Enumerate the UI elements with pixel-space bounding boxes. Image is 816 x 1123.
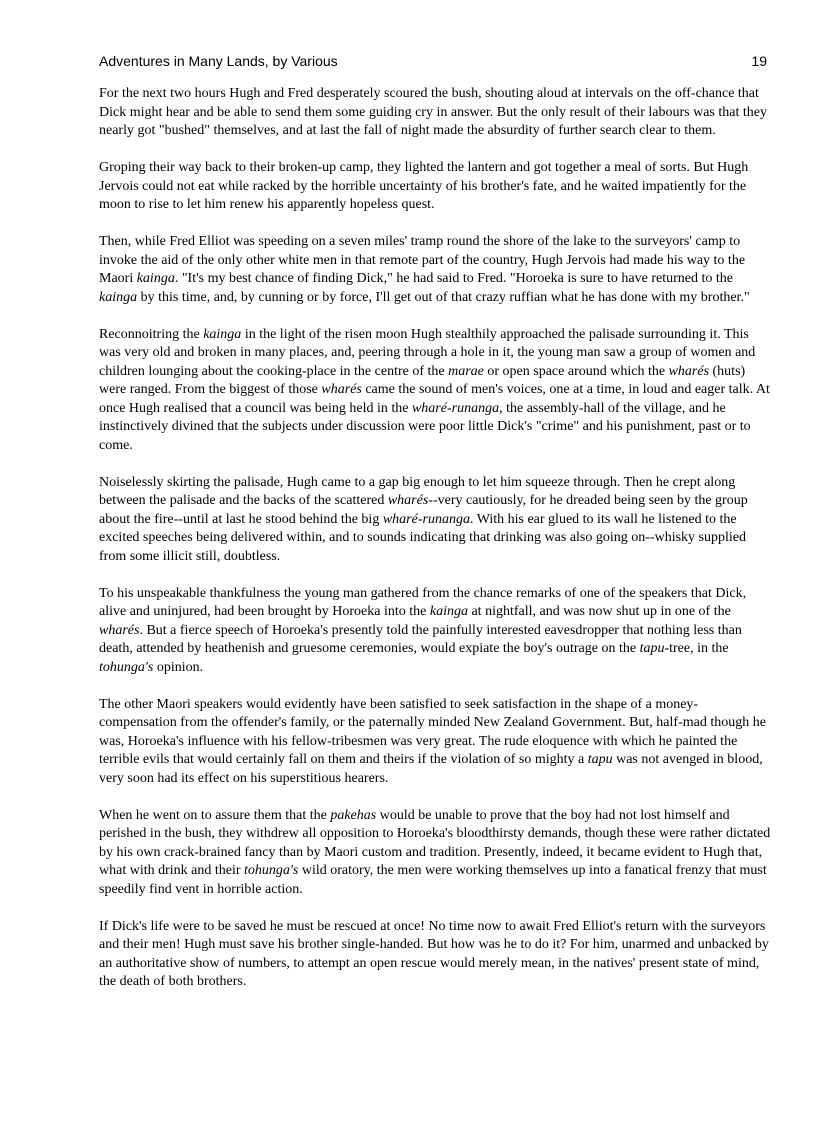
text-run: . With his ear glued to its wall he listened to the excited speeches being delivered within, and to sounds indicating that drinking was also going on--whisky supplied from some illicit still, doubtless. <box>99 511 746 564</box>
italic-term: kainga <box>136 271 175 286</box>
text-run: by this time, and, by cunning or by force, I'll get out of that crazy ruffian what he has done with my brother." <box>137 289 750 305</box>
text-run: at nightfall, and was now shut up in one of the <box>467 604 731 619</box>
text-run: The other Maori speakers would evidently have been satisfied to seek satisfaction in the shape of a money-compensation from the offender's family, or the paternally minded New Zealand Government. But, half-mad though he was, Horoeka's influence with his fellow-tribesmen was very great. The rude eloquence with which he painted the terrible evils that would certainly fall on them and theirs if the violation of so mighty a <box>99 696 766 767</box>
text-run: wild oratory, the men were working themselves up into a fanatical frenzy that must speedily find vent in horrible action. <box>99 863 767 897</box>
paragraph <box>99 918 771 992</box>
italic-term: kainga <box>429 604 468 619</box>
italic-term: tapu <box>587 752 613 767</box>
text-run: (huts) were ranged. From the biggest of those <box>99 363 746 397</box>
italic-term: wharés <box>99 622 140 638</box>
text-run: -tree, in the <box>664 641 729 656</box>
text-run: To his unspeakable thankfulness the young man gathered from the chance remarks of one of the speakers that Dick, alive and uninjured, had been brought by Horoeka into the <box>99 585 747 619</box>
italic-term: wharé-runanga <box>411 400 500 416</box>
paragraph <box>99 326 771 456</box>
italic-term: marae <box>448 363 484 379</box>
text-run: came the sound of men's voices, one at a time, in loud and eager talk. At once Hugh realised that a council was being held in the <box>99 382 770 416</box>
text-run: Groping their way back to their broken-up camp, they lighted the lantern and got together a meal of sorts. But Hugh Jervois could not eat while racked by the horrible uncertainty of his brother's fate, and he waited impatiently for the moon to rise to let him renew his apparently hopeless quest. <box>99 160 749 212</box>
text-run: in the light of the risen moon Hugh stealthily approached the palisade surrounding it. This was very old and broken in many places, and, peering through a hole in it, the young man saw a group of women and children lounging about the cooking-place in the centre of the <box>99 326 756 379</box>
text-run: . But a fierce speech of Horoeka's presently told the painfully interested eavesdropper that nothing less than death, attended by heathenish and gruesome ceremonies, would expiate the boy's outrage on the <box>99 622 742 656</box>
paragraph <box>99 159 771 215</box>
text-run: opinion. <box>153 659 204 675</box>
italic-term: kainga <box>203 326 242 342</box>
paragraph <box>99 233 771 307</box>
italic-term: tohunga's <box>99 659 154 675</box>
running-header <box>99 51 767 71</box>
text-run: When he went on to assure them that the <box>99 807 331 823</box>
body-text <box>99 85 771 1010</box>
italic-term: pakehas <box>330 807 377 823</box>
text-run: was not avenged in blood, very soon had its effect on his superstitious hearers. <box>99 752 763 786</box>
page-number: 19 <box>751 53 767 69</box>
italic-term: wharés <box>321 382 362 397</box>
paragraph <box>99 474 771 567</box>
text-run: Noiselessly skirting the palisade, Hugh came to a gap big enough to let him squeeze through. Then he crept along between the palisade and the backs of the scattered <box>99 474 736 508</box>
text-run: --very cautiously, for he dreaded being seen by the group about the fire--until at last he stood behind the big <box>99 493 748 527</box>
italic-term: wharés <box>387 493 429 508</box>
text-run: , the assembly-hall of the village, and he instinctively divined that the subjects under discussion were poor little Dick's "crime" and his punishment, past or to come. <box>99 400 751 453</box>
italic-term: wharés <box>668 363 710 379</box>
text-run: . "It's my best chance of finding Dick," he had said to Fred. "Horoeka is sure to have returned to the <box>174 271 733 286</box>
paragraph <box>99 696 771 789</box>
text-run: If Dick's life were to be saved he must be rescued at once! No time now to await Fred Elliot's return with the surveyors and their men! Hugh must save his brother single-handed. But how was he to do it? For him, unarmed and unbacked by an authoritative show of numbers, to attempt an open rescue would merely mean, in the natives' present state of mind, the death of both brothers. <box>99 918 769 989</box>
text-run: would be unable to prove that the boy had not lost himself and perished in the bush, they withdrew all opposition to Horoeka's bloodthirsty demands, though these were rather dictated by his own crack-brained fancy than by Maori custom and tradition. Presently, indeed, it became evident to Hugh that, what with drink and their <box>99 807 771 878</box>
italic-term: wharé-runanga <box>382 511 470 527</box>
paragraph <box>99 807 771 900</box>
text-run: Then, while Fred Elliot was speeding on a seven miles' tramp round the shore of the lake to the surveyors' camp to invoke the aid of the only other white men in that remote part of the country, Hugh Jervois had made his way to the Maori <box>99 234 746 286</box>
italic-term: tohunga's <box>244 863 299 878</box>
text-run: or open space around which the <box>483 363 669 379</box>
italic-term: kainga <box>99 289 138 305</box>
paragraph <box>99 585 771 678</box>
text-run: For the next two hours Hugh and Fred desperately scoured the bush, shouting aloud at intervals on the off-chance that Dick might hear and be able to send them some guiding cry in answer. But the only result of their labours was that they nearly got "bushed" themselves, and at last the fall of night made the absurdity of further search clear to them. <box>99 86 767 138</box>
book-title: Adventures in Many Lands, by Various <box>99 53 338 69</box>
paragraph <box>99 85 771 141</box>
text-run: Reconnoitring the <box>99 326 204 342</box>
italic-term: tapu <box>639 641 665 656</box>
